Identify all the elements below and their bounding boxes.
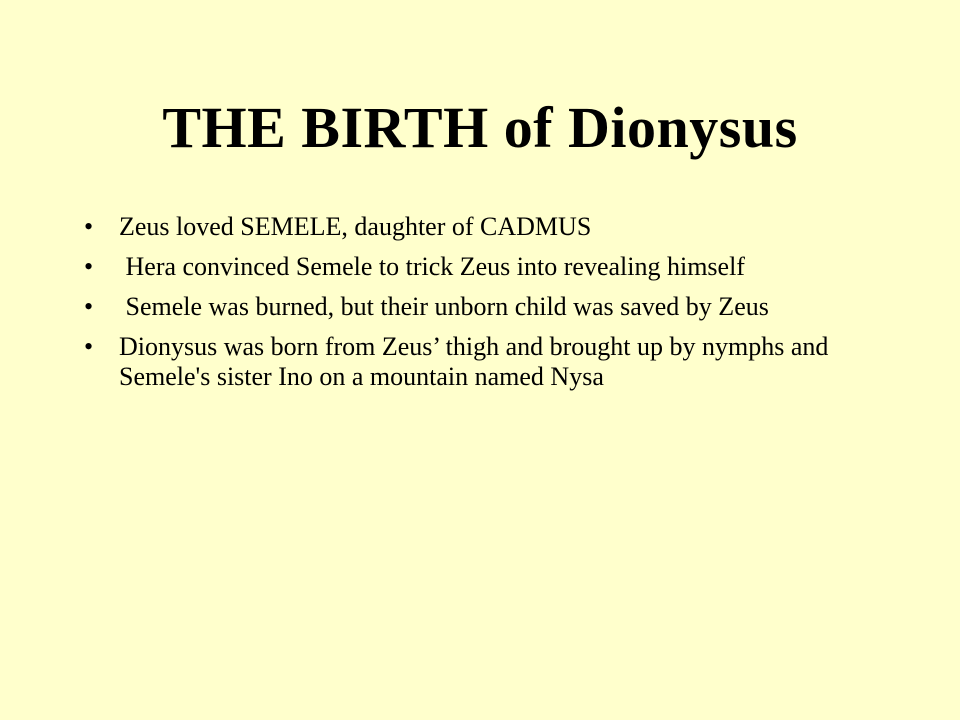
bullet-item <box>72 332 892 392</box>
bullet-icon: • <box>84 292 94 321</box>
bullet-text: Dionysus was born from Zeus’ thigh and brought up by nymphs and Semele's sister Ino on a mountain named Nysa <box>119 332 829 391</box>
bullet-item <box>72 252 892 282</box>
bullet-list <box>72 212 892 402</box>
bullet-text: Semele was burned, but their unborn child was saved by Zeus <box>119 292 769 321</box>
bullet-icon: • <box>84 332 94 361</box>
bullet-icon: • <box>84 212 94 241</box>
bullet-text: Zeus loved SEMELE, daughter of CADMUS <box>119 212 592 241</box>
bullet-item <box>72 212 892 242</box>
bullet-text: Hera convinced Semele to trick Zeus into revealing himself <box>119 252 745 281</box>
bullet-icon: • <box>84 252 94 281</box>
slide-title: THE BIRTH of Dionysus <box>162 95 798 160</box>
bullet-item <box>72 292 892 322</box>
